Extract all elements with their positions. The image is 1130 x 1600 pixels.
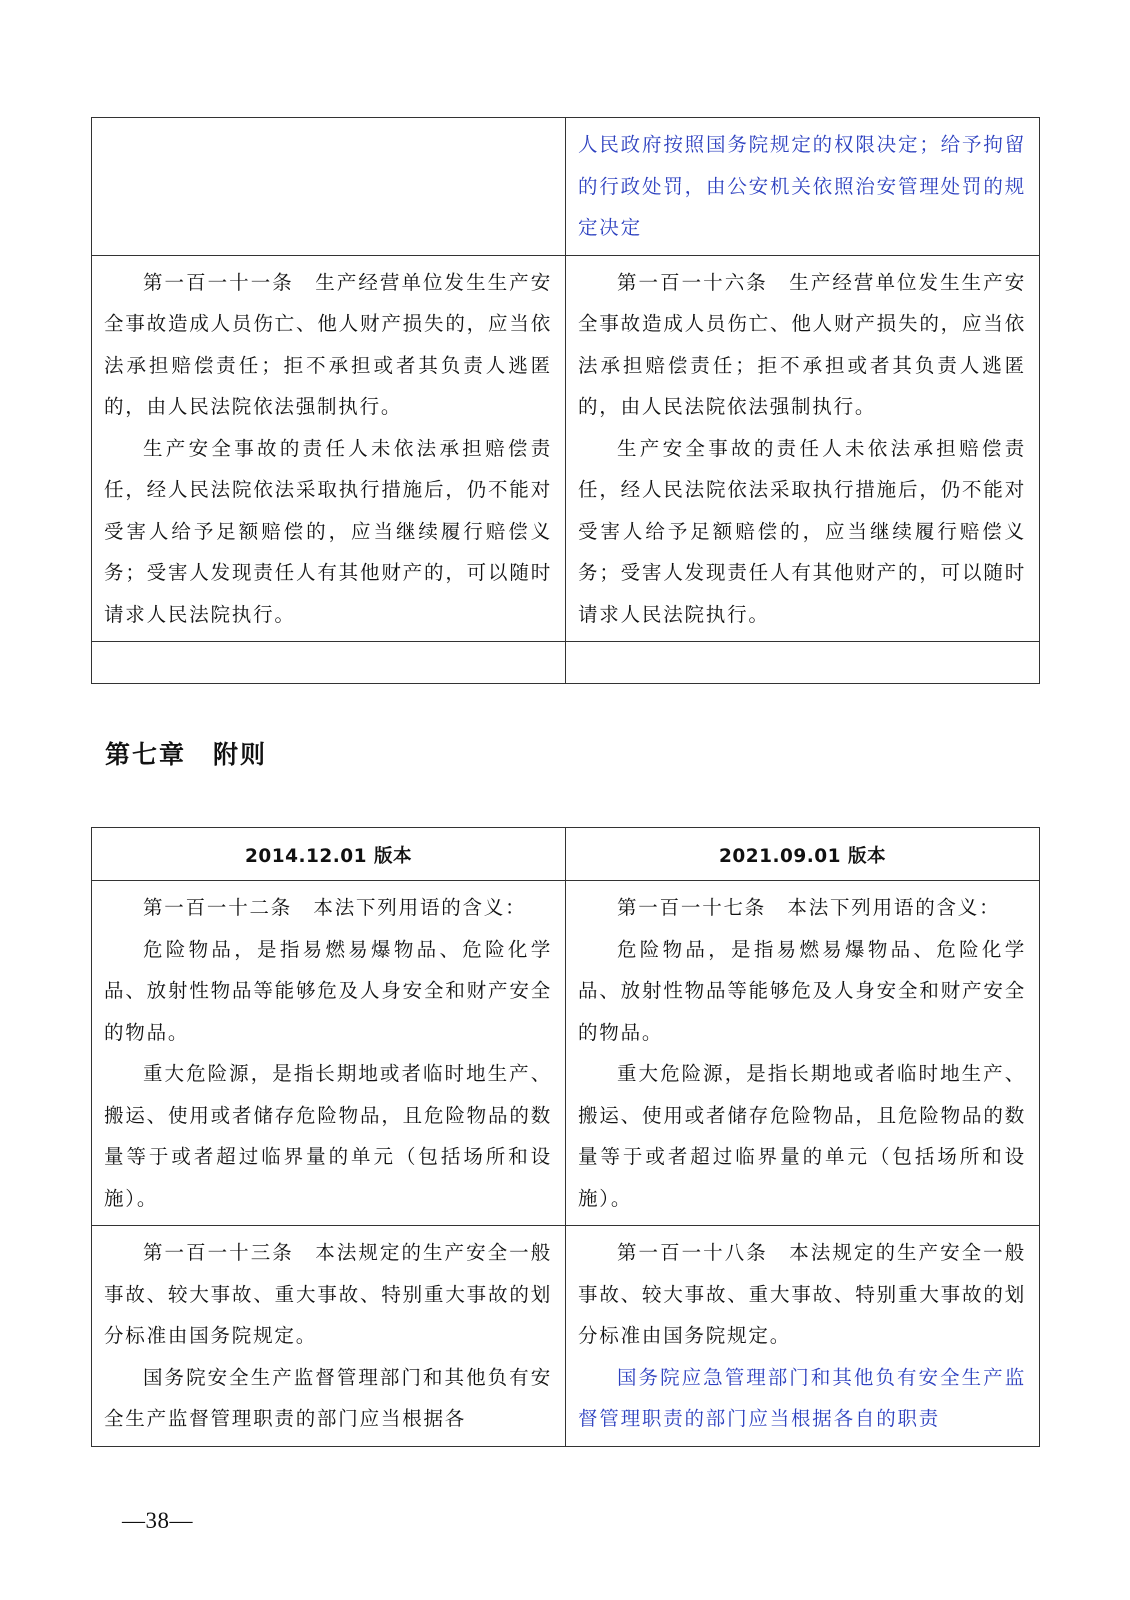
cell-2014-version	[92, 118, 566, 256]
clause-paragraph: 危险物品，是指易燃易爆物品、危险化学品、放射性物品等能够危及人身安全和财产安全的物品。	[104, 937, 552, 1044]
clause-paragraph: 生产安全事故的责任人未依法承担赔偿责任，经人民法院依法采取执行措施后，仍不能对受害人给予足额赔偿的，应当继续履行赔偿义务；受害人发现责任人有其他财产的，可以随时请求人民法院执行。	[104, 436, 552, 626]
comparison-table-continued	[91, 117, 1040, 684]
clause-paragraph: 第一百一十二条 本法下列用语的含义：	[143, 896, 527, 919]
clause-paragraph: 第一百一十七条 本法下列用语的含义：	[617, 896, 1001, 919]
table-row	[92, 1226, 1040, 1447]
table-row	[92, 881, 1040, 1226]
table-row	[92, 255, 1040, 642]
cell-2021-version	[566, 255, 1040, 642]
clause-paragraph-amended: 人民政府按照国务院规定的权限决定；给予拘留的行政处罚，由公安机关依照治安管理处罚的规定决定	[578, 133, 1026, 239]
page-number: —38—	[122, 1508, 193, 1533]
clause-paragraph-amended: 国务院应急管理部门和其他负有安全生产监督管理职责的部门应当根据各自的职责	[578, 1365, 1026, 1430]
column-header-2014: 2014.12.01 版本	[92, 828, 566, 881]
clause-paragraph: 重大危险源，是指长期地或者临时地生产、搬运、使用或者储存危险物品，且危险物品的数量等于或者超过临界量的单元（包括场所和设施）。	[578, 1062, 1026, 1210]
cell-2014-version	[92, 881, 566, 1226]
cell-2014-version	[92, 255, 566, 642]
cell-2021-version	[566, 1226, 1040, 1447]
clause-paragraph: 危险物品，是指易燃易爆物品、危险化学品、放射性物品等能够危及人身安全和财产安全的物品。	[578, 937, 1026, 1044]
cell-2014-version	[92, 1226, 566, 1447]
chapter-heading: 第七章 附则	[105, 740, 268, 769]
clause-paragraph: 第一百一十六条 生产经营单位发生生产安全事故造成人员伤亡、他人财产损失的，应当依法承担赔偿责任；拒不承担或者其负责人逃匿的，由人民法院依法强制执行。	[578, 270, 1026, 418]
clause-paragraph: 第一百一十一条 生产经营单位发生生产安全事故造成人员伤亡、他人财产损失的，应当依法承担赔偿责任；拒不承担或者其负责人逃匿的，由人民法院依法强制执行。	[104, 270, 552, 418]
comparison-table	[91, 827, 1040, 1447]
table-row-empty	[92, 642, 1040, 684]
clause-paragraph: 重大危险源，是指长期地或者临时地生产、搬运、使用或者储存危险物品，且危险物品的数量等于或者超过临界量的单元（包括场所和设施）。	[104, 1062, 552, 1210]
clause-paragraph: 第一百一十三条 本法规定的生产安全一般事故、较大事故、重大事故、特别重大事故的划分标准由国务院规定。	[104, 1241, 552, 1347]
cell-2014-version	[92, 642, 566, 684]
table-header-row	[92, 828, 1040, 881]
cell-2021-version	[566, 118, 1040, 256]
column-header-2021: 2021.09.01 版本	[566, 828, 1040, 881]
clause-paragraph: 生产安全事故的责任人未依法承担赔偿责任，经人民法院依法采取执行措施后，仍不能对受害人给予足额赔偿的，应当继续履行赔偿义务；受害人发现责任人有其他财产的，可以随时请求人民法院执行。	[578, 436, 1026, 626]
cell-2021-version	[566, 642, 1040, 684]
clause-paragraph: 第一百一十八条 本法规定的生产安全一般事故、较大事故、重大事故、特别重大事故的划分标准由国务院规定。	[578, 1241, 1026, 1347]
cell-2021-version	[566, 881, 1040, 1226]
table-row	[92, 118, 1040, 256]
clause-paragraph: 国务院安全生产监督管理部门和其他负有安全生产监督管理职责的部门应当根据各	[104, 1365, 552, 1430]
